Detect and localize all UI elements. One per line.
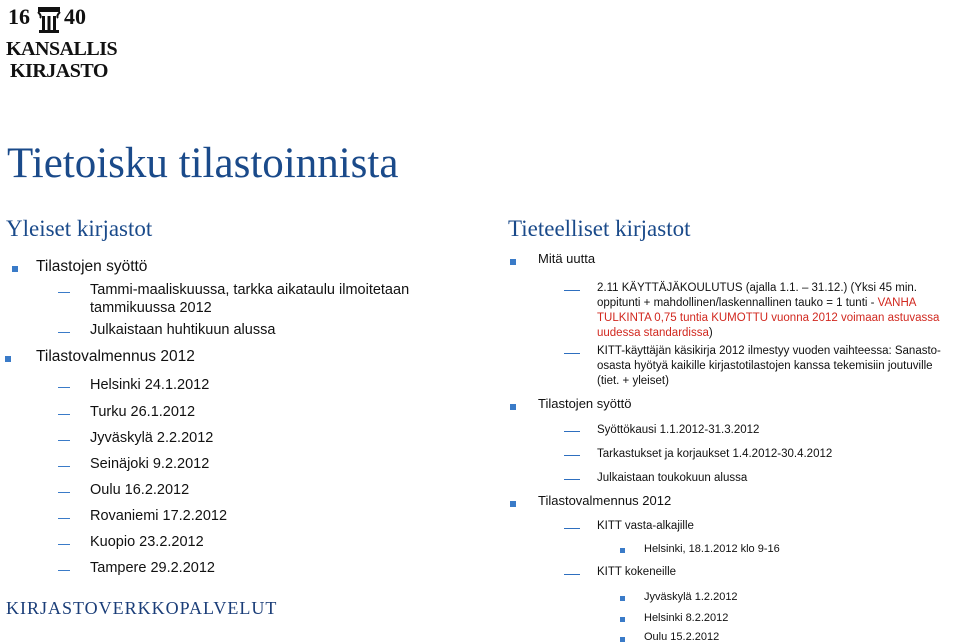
kitt-beginners-item-1: Helsinki, 18.1.2012 klo 9-16 — [644, 543, 780, 555]
dash-bullet — [564, 479, 580, 480]
bullet-square — [510, 259, 516, 265]
left-s2-item-1: Helsinki 24.1.2012 — [90, 377, 210, 393]
dash-bullet — [564, 528, 580, 529]
bullet-square — [620, 637, 625, 642]
logo-text-kansallis: KANSALLIS — [6, 38, 118, 60]
kitt-advanced-item-3: Oulu 15.2.2012 — [644, 631, 720, 643]
footer-org-name: KIRJASTOVERKKOPALVELUT — [6, 598, 278, 618]
left-s2-item-8: Tampere 29.2.2012 — [90, 560, 215, 576]
bullet-square — [620, 596, 625, 601]
bullet-square — [510, 404, 516, 410]
news-item-2-line-1: KITT-käyttäjän käsikirja 2012 ilmestyy vuoden vaihteessa: Sanasto- — [597, 345, 941, 357]
right-s2-item-1: Syöttökausi 1.1.2012-31.3.2012 — [597, 424, 760, 436]
dash-bullet — [58, 387, 70, 388]
left-s2-item-2: Turku 26.1.2012 — [90, 404, 196, 420]
bullet-square — [620, 548, 625, 553]
left-s2-item-6: Rovaniemi 17.2.2012 — [90, 508, 228, 524]
news-item-2-line-3: (tiet. + yleiset) — [597, 375, 669, 387]
left-s1-item-2: Julkaistaan huhtikuun alussa — [90, 322, 276, 338]
news-item-2-line-2: osasta hyötyä kaikille kirjastotilastojen kanssa tekemisiin joutuville — [597, 360, 933, 372]
logo-text-kirjasto: KIRJASTO — [10, 60, 108, 82]
dash-bullet — [564, 290, 580, 291]
left-heading: Yleiset kirjastot — [6, 216, 153, 241]
right-section-tilastovalmennus: Tilastovalmennus 2012 — [538, 493, 672, 508]
left-s2-item-3: Jyväskylä 2.2.2012 — [90, 430, 214, 446]
dash-bullet — [564, 455, 580, 456]
news-item-1-line-4: uudessa standardissa) — [597, 327, 713, 339]
dash-bullet — [58, 544, 70, 545]
left-s2-item-7: Kuopio 23.2.2012 — [90, 534, 204, 550]
left-s1-item-1b: tammikuussa 2012 — [90, 300, 212, 316]
bullet-square — [5, 356, 11, 362]
dash-bullet — [58, 414, 70, 415]
logo-year-left: 16 — [8, 4, 30, 29]
right-section-mita-uutta: Mitä uutta — [538, 251, 596, 266]
dash-bullet — [58, 492, 70, 493]
right-heading: Tieteelliset kirjastot — [508, 216, 691, 241]
kitt-beginners: KITT vasta-alkajille — [597, 520, 694, 532]
right-s2-item-3: Julkaistaan toukokuun alussa — [597, 472, 748, 484]
dash-bullet — [564, 574, 580, 575]
dash-bullet — [564, 353, 580, 354]
right-s2-item-2: Tarkastukset ja korjaukset 1.4.2012-30.4.2012 — [597, 448, 833, 460]
kitt-advanced: KITT kokeneille — [597, 566, 677, 578]
logo-year-right: 40 — [64, 4, 86, 29]
left-s2-item-5: Oulu 16.2.2012 — [90, 482, 190, 498]
bullet-square — [510, 501, 516, 507]
page-title: Tietoisku tilastoinnista — [7, 140, 399, 187]
news-item-1-line-2: oppitunti + mahdollinen/laskennallinen tauko = 1 tunti - VANHA — [597, 297, 917, 309]
left-s1-item-1: Tammi-maaliskuussa, tarkka aikataulu ilmoitetaan — [90, 282, 410, 298]
bullet-square — [12, 266, 18, 272]
dash-bullet — [58, 466, 70, 467]
left-section-tilastojen-syotto: Tilastojen syöttö — [36, 258, 148, 275]
kitt-advanced-item-2: Helsinki 8.2.2012 — [644, 612, 729, 624]
news-item-1-line-1: 2.11 KÄYTTÄJÄKOULUTUS (ajalla 1.1. – 31.12.) (Yksi 45 min. — [597, 282, 917, 294]
dash-bullet — [58, 292, 70, 293]
kansalliskirjasto-logo — [6, 4, 118, 84]
dash-bullet — [58, 440, 70, 441]
right-section-tilastojen-syotto: Tilastojen syöttö — [538, 396, 632, 411]
news-item-1-line-3: TULKINTA 0,75 tuntia KUMOTTU vuonna 2012 voimaan astuvassa — [597, 312, 940, 324]
dash-bullet — [58, 570, 70, 571]
logo-year — [8, 4, 86, 30]
left-section-tilastovalmennus: Tilastovalmennus 2012 — [36, 348, 195, 365]
dash-bullet — [564, 431, 580, 432]
dash-bullet — [58, 332, 70, 333]
dash-bullet — [58, 518, 70, 519]
left-s2-item-4: Seinäjoki 9.2.2012 — [90, 456, 210, 472]
column-emblem-icon — [36, 6, 62, 34]
bullet-square — [620, 617, 625, 622]
kitt-advanced-item-1: Jyväskylä 1.2.2012 — [644, 591, 738, 603]
